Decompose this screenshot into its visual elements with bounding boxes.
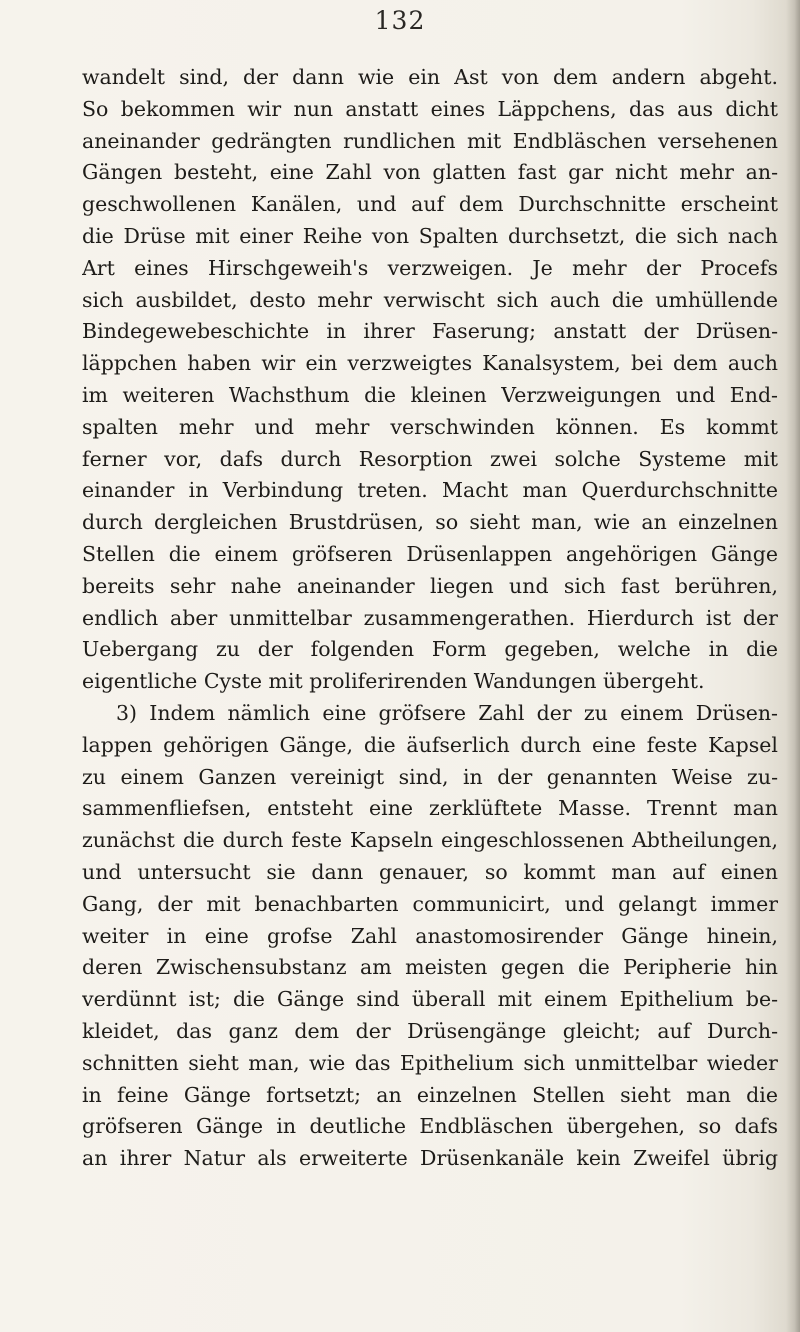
text-line: wandelt sind, der dann wie ein Ast von dem andern abgeht. xyxy=(82,65,778,89)
text-line: schnitten sieht man, wie das Epithelium sich unmittelbar wieder xyxy=(82,1050,778,1075)
page-edge-shadow xyxy=(786,0,800,1332)
text-line: weiter in eine grofse Zahl anastomosirender Gänge hinein, xyxy=(82,923,778,948)
text-line: zunächst die durch feste Kapseln eingeschlossenen Abtheilungen, xyxy=(82,828,778,853)
text-line: verdünnt ist; die Gänge sind überall mit einem Epithelium be- xyxy=(82,987,778,1012)
text-line: kleidet, das ganz dem der Drüsengänge gleicht; auf Durch- xyxy=(82,1018,778,1043)
text-line: Gang, der mit benachbarten communicirt, und gelangt immer xyxy=(82,891,778,916)
text-line: einander in Verbindung treten. Macht man Querdurchschnitte xyxy=(82,478,778,503)
paragraph-start-line: 3) Indem nämlich eine gröfsere Zahl der zu einem Drüsen- xyxy=(116,700,778,725)
text-line: lappen gehörigen Gänge, die äufserlich durch eine feste Kapsel xyxy=(82,732,778,757)
text-line: spalten mehr und mehr verschwinden können. Es kommt xyxy=(82,414,778,439)
text-line: in feine Gänge fortsetzt; an einzelnen Stellen sieht man die xyxy=(82,1082,778,1107)
text-line: sammenfliefsen, entsteht eine zerklüftete Masse. Trennt man xyxy=(82,796,778,821)
text-line: aneinander gedrängten rundlichen mit Endbläschen versehenen xyxy=(82,128,778,153)
text-line: läppchen haben wir ein verzweigtes Kanalsystem, bei dem auch xyxy=(82,351,778,376)
text-line: So bekommen wir nun anstatt eines Läppchens, das aus dicht xyxy=(82,96,778,121)
text-line: an ihrer Natur als erweiterte Drüsenkanäle kein Zweifel übrig xyxy=(82,1146,778,1171)
text-line: im weiteren Wachsthum die kleinen Verzweigungen und End- xyxy=(82,382,778,407)
text-line: sich ausbildet, desto mehr verwischt sich auch die umhüllende xyxy=(82,287,778,312)
paragraph-end-line: eigentliche Cyste mit proliferirenden Wandungen übergeht. xyxy=(82,669,705,694)
text-line: die Drüse mit einer Reihe von Spalten durchsetzt, die sich nach xyxy=(82,223,778,248)
text-line: geschwollenen Kanälen, und auf dem Durchschnitte erscheint xyxy=(82,192,778,217)
text-line: Uebergang zu der folgenden Form gegeben, welche in die xyxy=(82,637,778,662)
page-number: 132 xyxy=(374,6,426,35)
text-line: Bindegewebeschichte in ihrer Faserung; anstatt der Drüsen- xyxy=(82,319,778,344)
text-line: Art eines Hirschgeweih's verzweigen. Je mehr der Procefs xyxy=(82,255,778,280)
text-line: deren Zwischensubstanz am meisten gegen die Peripherie hin xyxy=(82,955,778,980)
text-line: endlich aber unmittelbar zusammengerathen. Hierdurch ist der xyxy=(82,605,778,630)
text-line: und untersucht sie dann genauer, so kommt man auf einen xyxy=(82,859,778,884)
text-line: gröfseren Gänge in deutliche Endbläschen übergehen, so dafs xyxy=(82,1114,778,1139)
text-line: zu einem Ganzen vereinigt sind, in der genannten Weise zu- xyxy=(82,764,778,789)
text-line: ferner vor, dafs durch Resorption zwei solche Systeme mit xyxy=(82,446,778,471)
text-line: Stellen die einem gröfseren Drüsenlappen angehörigen Gänge xyxy=(82,541,778,566)
body-text xyxy=(82,62,778,1175)
text-line: bereits sehr nahe aneinander liegen und sich fast berühren, xyxy=(82,573,778,598)
text-line: Gängen besteht, eine Zahl von glatten fast gar nicht mehr an- xyxy=(82,160,778,185)
text-line: durch dergleichen Brustdrüsen, so sieht man, wie an einzelnen xyxy=(82,510,778,535)
